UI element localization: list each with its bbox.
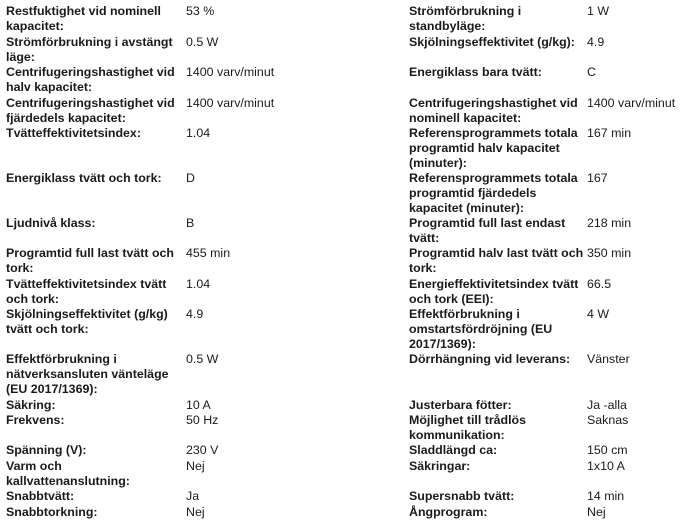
right-spec-label [409, 398, 512, 413]
left-spec-value: 10 A [186, 398, 211, 412]
left-spec-label [6, 398, 56, 413]
spec-label-line: (minuter): [409, 156, 467, 170]
right-spec-label [409, 277, 578, 307]
left-spec-label [6, 277, 166, 307]
left-spec-value: 1.04 [186, 126, 211, 140]
right-spec-value: 150 cm [587, 443, 628, 457]
left-spec-value: 455 min [186, 246, 231, 260]
spec-label-line: Effektförbrukning i [6, 352, 117, 366]
right-spec-label [409, 126, 578, 171]
left-spec-label [6, 443, 87, 458]
spec-label-line: tork: [409, 261, 437, 275]
spec-label-line: Supersnabb tvätt: [409, 489, 515, 503]
spec-label-line: kapacitet (minuter): [409, 201, 524, 215]
right-spec-value: 4.9 [587, 35, 605, 49]
spec-label-line: Strömförbrukning i [409, 4, 522, 18]
left-spec-value: 0.5 W [186, 35, 219, 49]
spec-label-line: Säkring: [6, 398, 56, 412]
spec-label-line: tvätt och tork: [6, 322, 89, 336]
right-spec-label [409, 352, 570, 367]
spec-label-line: Spänning (V): [6, 443, 87, 457]
spec-label-line: Varm och [6, 459, 62, 473]
spec-label-line: programtid halv kapacitet [409, 141, 560, 155]
left-spec-value: 4.9 [186, 307, 204, 321]
right-spec-label [409, 216, 565, 246]
right-spec-value: Nej [587, 505, 606, 519]
right-spec-value: C [587, 65, 596, 79]
left-spec-label [6, 171, 162, 186]
spec-label-line: Energieffektivitetsindex tvätt [409, 277, 579, 291]
spec-label-line: Energiklass bara tvätt: [409, 65, 542, 79]
spec-label-line: Referensprogrammets totala [409, 171, 578, 185]
spec-label-line: och tork: [6, 292, 60, 306]
spec-label-line: standbyläge: [409, 19, 486, 33]
left-spec-value: 50 Hz [186, 413, 219, 427]
spec-label-line: Frekvens: [6, 413, 65, 427]
spec-label-line: kapacitet: [6, 19, 64, 33]
spec-label-line: fjärdedels kapacitet: [6, 111, 126, 125]
spec-label-line: Programtid full last tvätt och [6, 246, 174, 260]
right-spec-value: 218 min [587, 216, 632, 230]
right-spec-value: 350 min [587, 246, 632, 260]
right-spec-value: 1400 varv/minut [587, 96, 676, 110]
spec-label-line: Snabbtvätt: [6, 489, 75, 503]
spec-label-line: Justerbara fötter: [409, 398, 512, 412]
left-spec-label [6, 35, 173, 65]
spec-label-line: Snabbtorkning: [6, 505, 98, 519]
right-spec-label [409, 459, 470, 474]
right-spec-value: 167 min [587, 126, 632, 140]
spec-label-line: Skjölningseffektivitet (g/kg): [409, 35, 575, 49]
right-spec-label [409, 489, 514, 504]
right-spec-value: 1 W [587, 4, 610, 18]
left-spec-value: Nej [186, 459, 205, 473]
right-spec-value: 66.5 [587, 277, 612, 291]
right-spec-label [409, 246, 583, 276]
spec-label-line: Sladdlängd ca: [409, 443, 498, 457]
spec-label-line: Centrifugeringshastighet vid [6, 65, 175, 79]
left-spec-value: 0.5 W [186, 352, 219, 366]
left-spec-value: 53 % [186, 4, 215, 18]
right-spec-value: 14 min [587, 489, 625, 503]
right-spec-value: Vänster [587, 352, 630, 366]
right-spec-value: 1x10 A [587, 459, 625, 473]
spec-label-line: (EU 2017/1369): [6, 382, 98, 396]
right-spec-label [409, 35, 575, 50]
right-spec-label [409, 413, 526, 443]
spec-label-line: Restfuktighet vid nominell [6, 4, 161, 18]
spec-label-line: Centrifugeringshastighet vid [409, 96, 578, 110]
spec-label-line: Energiklass tvätt och tork: [6, 171, 162, 185]
left-spec-value: 1400 varv/minut [186, 96, 275, 110]
spec-label-line: Effektförbrukning i [409, 307, 520, 321]
left-spec-label [6, 4, 161, 34]
right-spec-label [409, 307, 552, 352]
right-spec-value: 4 W [587, 307, 610, 321]
spec-label-line: Tvätteffektivitetsindex tvätt [6, 277, 167, 291]
spec-label-line: läge: [6, 50, 35, 64]
right-spec-value: Ja -alla [587, 398, 627, 412]
spec-label-line: tork: [6, 261, 34, 275]
spec-label-line: halv kapacitet: [6, 80, 93, 94]
right-spec-label [409, 96, 578, 126]
left-spec-value: D [186, 171, 195, 185]
spec-label-line: programtid fjärdedels [409, 186, 537, 200]
spec-label-line: Tvätteffektivitetsindex: [6, 126, 141, 140]
left-spec-value: Ja [186, 489, 200, 503]
spec-label-line: Dörrhängning vid leverans: [409, 352, 571, 366]
right-spec-label [409, 505, 487, 520]
left-spec-label [6, 216, 96, 231]
spec-label-line: och tork (EEI): [409, 292, 494, 306]
spec-label-line: Programtid halv last tvätt och [409, 246, 584, 260]
spec-label-line: kommunikation: [409, 428, 505, 442]
left-spec-label [6, 489, 74, 504]
left-spec-value: 230 V [186, 443, 219, 457]
left-spec-label [6, 307, 168, 337]
spec-label-line: 2017/1369): [409, 337, 476, 351]
left-spec-label [6, 65, 175, 95]
right-spec-label [409, 443, 497, 458]
spec-label-line: nätverksansluten vänteläge [6, 367, 169, 381]
right-spec-value: 167 [587, 171, 608, 185]
left-spec-label [6, 126, 141, 141]
spec-label-line: kallvattenanslutning: [6, 474, 130, 488]
spec-label-line: Ångprogram: [409, 505, 488, 519]
spec-label-line: tvätt: [409, 231, 440, 245]
left-spec-value: B [186, 216, 195, 230]
spec-label-line: Säkringar: [409, 459, 471, 473]
left-spec-label [6, 352, 169, 397]
spec-label-line: Strömförbrukning i avstängt [6, 35, 173, 49]
left-spec-label [6, 459, 130, 489]
left-spec-value: 1.04 [186, 277, 211, 291]
spec-label-line: Skjölningseffektivitet (g/kg) [6, 307, 168, 321]
spec-label-line: nominell kapacitet: [409, 111, 522, 125]
right-spec-label [409, 171, 578, 216]
left-spec-value: Nej [186, 505, 205, 519]
spec-label-line: Referensprogrammets totala [409, 126, 578, 140]
left-spec-value: 1400 varv/minut [186, 65, 275, 79]
spec-label-line: omstartsfördröjning (EU [409, 322, 553, 336]
spec-label-line: Möjlighet till trådlös [409, 413, 527, 427]
left-spec-label [6, 246, 174, 276]
spec-label-line: Centrifugeringshastighet vid [6, 96, 175, 110]
left-spec-label [6, 505, 98, 520]
right-spec-value: Saknas [587, 413, 629, 427]
spec-label-line: Ljudnivå klass: [6, 216, 96, 230]
spec-label-line: Programtid full last endast [409, 216, 566, 230]
left-spec-label [6, 96, 175, 126]
left-spec-label [6, 413, 65, 428]
right-spec-label [409, 65, 542, 80]
right-spec-label [409, 4, 521, 34]
